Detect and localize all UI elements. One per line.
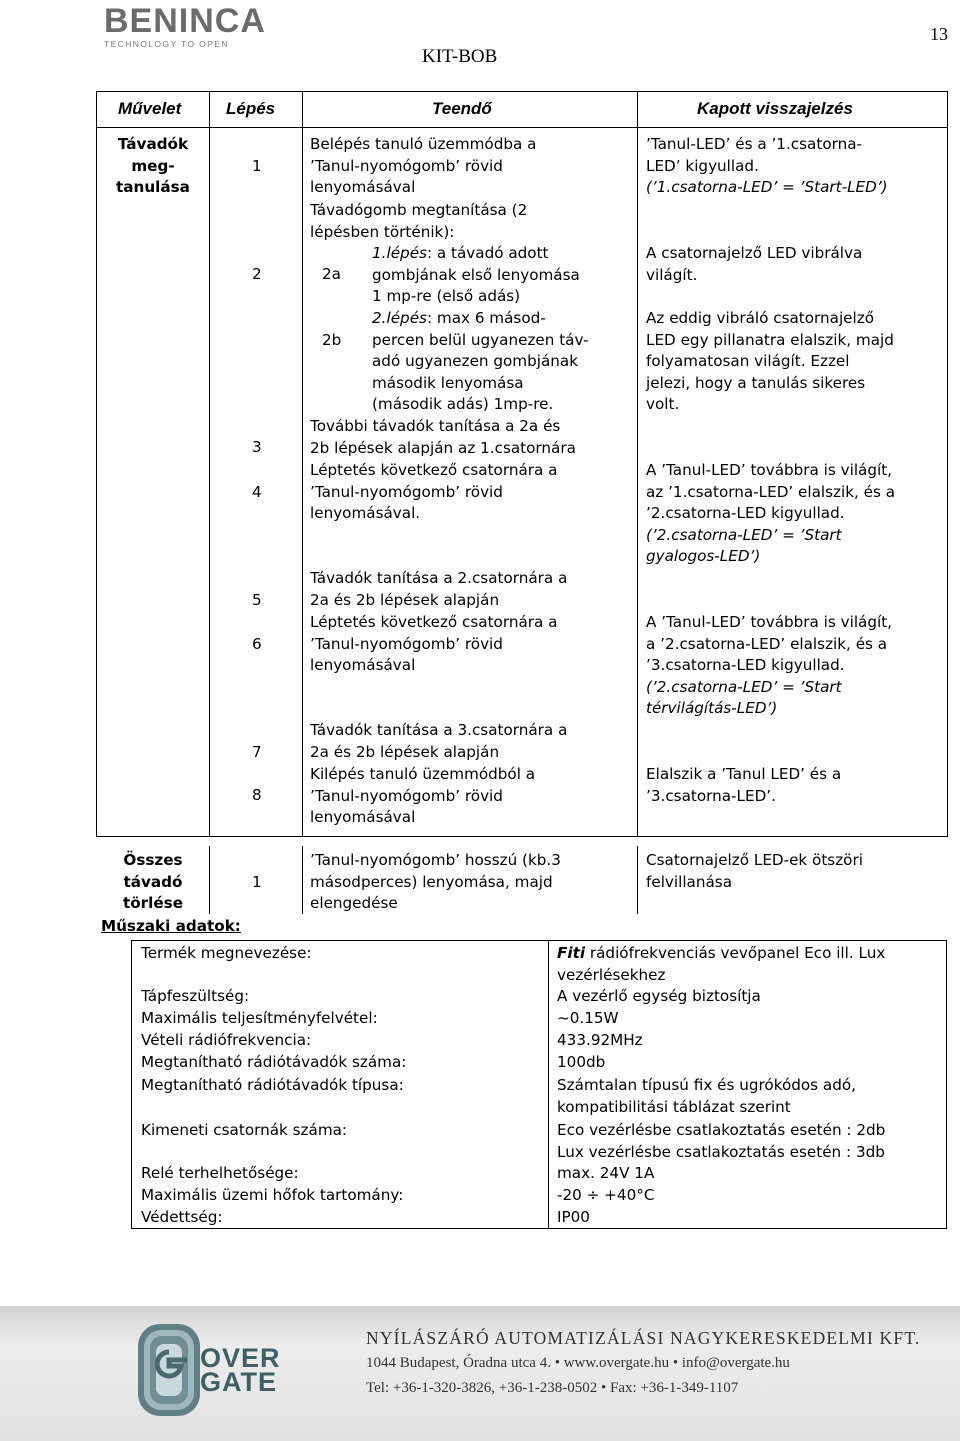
- specs-heading: Műszaki adatok:: [101, 917, 241, 935]
- feedback-line: (’1.csatorna-LED’ = ’Start-LED’): [646, 178, 888, 197]
- feedback-line: LED’ kigyullad.: [646, 156, 759, 175]
- overgate-wordmark: OVERGATE: [200, 1343, 281, 1397]
- spec-value: 100db: [557, 1053, 606, 1071]
- table-border-bottom: [96, 836, 948, 837]
- feedback-line: ’3.csatorna-LED’.: [646, 786, 776, 805]
- feedback-line: világít.: [646, 265, 698, 284]
- substep-label: 2a: [322, 265, 341, 283]
- step-italic-label: 2.lépés: [372, 309, 427, 327]
- action-text: [310, 720, 567, 763]
- op2-col-divider-2: [302, 846, 303, 914]
- table-border-left: [96, 91, 97, 837]
- feedback-text: [646, 612, 892, 720]
- action-line: Távadógomb megtanítása (2: [310, 201, 528, 219]
- action-text: [310, 134, 536, 199]
- op2-col-divider-1: [209, 846, 210, 914]
- spec-value: [557, 1120, 885, 1163]
- page-number: 13: [930, 24, 948, 44]
- table-border-top: [96, 91, 948, 92]
- feedback-line: az ’1.csatorna-LED’ elalszik, és a: [646, 482, 896, 501]
- action-first-part: : max 6 másod-: [426, 309, 546, 327]
- product-name: Fiti: [557, 944, 586, 962]
- action-line: gombjának első lenyomása: [372, 265, 580, 284]
- feedback-line: (’2.csatorna-LED’ = ’Start: [646, 677, 842, 696]
- spec-value: 433.92MHz: [557, 1031, 643, 1049]
- feedback-text: [646, 243, 862, 286]
- feedback-line: Csatornajelző LED-ek ötszöri: [646, 851, 863, 869]
- spec-label: Megtanítható rádiótávadók típusa:: [141, 1076, 404, 1094]
- spec-value: A vezérlő egység biztosítja: [557, 987, 761, 1005]
- col-header-lepes: Lépés: [226, 99, 276, 118]
- action-line: További távadók tanítása a 2a és: [310, 417, 561, 435]
- action-text: [310, 612, 557, 677]
- step-number: 2: [252, 265, 262, 283]
- operation-line: tanulása: [116, 178, 190, 197]
- feedback-line: gyalogos-LED’): [646, 547, 761, 566]
- operation-line: távadó: [123, 872, 183, 891]
- action-line: (második adás) 1mp-re.: [372, 395, 554, 414]
- spec-label: Relé terhelhetősége:: [141, 1164, 299, 1182]
- feedback-line: A ’Tanul-LED’ továbbra is világít,: [646, 613, 893, 631]
- feedback-line: ’3.csatorna-LED kigyullad.: [646, 656, 845, 675]
- operation-label: [110, 134, 196, 199]
- action-text: [372, 308, 589, 416]
- action-line: ’Tanul-nyomógomb’ hosszú (kb.3: [310, 851, 561, 869]
- action-line: Léptetés következő csatornára a: [310, 613, 558, 631]
- spec-value: [557, 1075, 856, 1118]
- spec-label: Védettség:: [141, 1208, 223, 1226]
- action-line: másodperces) lenyomása, majd: [310, 872, 553, 891]
- spec-value: -20 ÷ +40°C: [557, 1186, 655, 1204]
- step-number: 4: [252, 483, 262, 501]
- overgate-logo: [108, 1318, 298, 1423]
- spec-label: Termék megnevezése:: [141, 944, 312, 962]
- action-line: lenyomásával: [310, 808, 416, 827]
- feedback-text: [646, 460, 895, 568]
- action-text: [310, 850, 561, 915]
- spec-value-part: rádiófrekvenciás vevőpanel Eco ill. Lux: [585, 944, 886, 962]
- feedback-line: jelezi, hogy a tanulás sikeres: [646, 373, 866, 392]
- beninca-logo: [104, 2, 266, 49]
- feedback-line: a ’2.csatorna-LED’ elalszik, és a: [646, 634, 888, 653]
- page-title: KIT-BOB: [422, 46, 498, 67]
- footer-company: NYÍLÁSZÁRÓ AUTOMATIZÁLÁSI NAGYKERESKEDELMI KFT.: [366, 1328, 921, 1348]
- feedback-line: (’2.csatorna-LED’ = ’Start: [646, 525, 842, 544]
- action-line: [372, 308, 589, 330]
- feedback-line: felvillanása: [646, 872, 733, 891]
- action-text: [310, 416, 576, 459]
- step-number: 1: [252, 873, 262, 891]
- operation-line: törlése: [122, 894, 184, 913]
- feedback-line: ’Tanul-LED’ és a ’1.csatorna-: [646, 135, 862, 153]
- action-line: lépésben történik):: [310, 222, 455, 241]
- action-text: [310, 764, 535, 829]
- feedback-line: ’2.csatorna-LED kigyullad.: [646, 504, 845, 523]
- feedback-line: volt.: [646, 395, 680, 414]
- logo-wordmark: BENINCA: [104, 2, 266, 40]
- spec-value-line: Számtalan típusú fix és ugrókódos adó,: [557, 1076, 856, 1094]
- spec-value-line: Eco vezérlésbe csatlakoztatás esetén : 2db: [557, 1121, 886, 1139]
- operation-line: Távadók: [117, 135, 189, 153]
- action-line: 2a és 2b lépések alapján: [310, 742, 500, 761]
- overgate-emblem-icon: [134, 1320, 204, 1420]
- action-line: Belépés tanuló üzemmódba a: [310, 135, 537, 153]
- substep-label: 2b: [322, 331, 342, 349]
- footer-address: 1044 Budapest, Óradna utca 4. • www.overgate.hu • info@overgate.hu: [366, 1355, 790, 1371]
- feedback-text: [646, 764, 841, 807]
- spec-label: Kimeneti csatornák száma:: [141, 1121, 348, 1139]
- step-number: 1: [252, 157, 262, 175]
- feedback-line: Elalszik a ’Tanul LED’ és a: [646, 765, 842, 783]
- specs-border-left: [131, 940, 132, 1229]
- feedback-text: [646, 134, 888, 199]
- spec-value-line: [557, 943, 885, 965]
- action-line: ’Tanul-nyomógomb’ rövid: [310, 482, 503, 501]
- spec-label: Vételi rádiófrekvencia:: [141, 1031, 312, 1049]
- action-line: lenyomásával: [310, 178, 416, 197]
- spec-value: IP00: [557, 1208, 590, 1226]
- table-col-divider-2: [302, 91, 303, 837]
- feedback-line: térvilágítás-LED’): [646, 699, 778, 718]
- action-line: ’Tanul-nyomógomb’ rövid: [310, 786, 503, 805]
- action-line: percen belül ugyanezen táv-: [372, 330, 589, 349]
- action-line: Távadók tanítása a 2.csatornára a: [310, 569, 568, 587]
- action-line: ’Tanul-nyomógomb’ rövid: [310, 156, 503, 175]
- step-number: 5: [252, 591, 262, 609]
- operation-label: [110, 850, 196, 915]
- feedback-text: [646, 308, 894, 416]
- spec-label: Tápfeszültség:: [141, 987, 250, 1005]
- action-line: adó ugyanezen gombjának: [372, 352, 578, 371]
- feedback-text: [646, 850, 863, 893]
- spec-label: Maximális üzemi hőfok tartomány:: [141, 1186, 404, 1204]
- action-line: 2a és 2b lépések alapján: [310, 590, 500, 609]
- table-header-divider: [96, 127, 948, 128]
- operation-line: Összes: [123, 851, 183, 869]
- step-number: 3: [252, 438, 262, 456]
- action-line: 1 mp-re (első adás): [372, 287, 521, 306]
- action-line: Léptetés következő csatornára a: [310, 461, 558, 479]
- spec-value-line: kompatibilitási táblázat szerint: [557, 1097, 791, 1116]
- col-header-visszajelzes: Kapott visszajelzés: [697, 99, 853, 118]
- footer-phones: Tel: +36-1-320-3826, +36-1-238-0502 • Fax: +36-1-349-1107: [366, 1380, 739, 1396]
- operation-line: meg-: [131, 156, 175, 175]
- feedback-line: LED egy pillanatra elalszik, majd: [646, 330, 894, 349]
- action-text: [310, 200, 527, 243]
- spec-label: Megtanítható rádiótávadók száma:: [141, 1053, 407, 1071]
- table-col-divider-3: [637, 91, 638, 837]
- spec-value: ~0.15W: [557, 1009, 619, 1027]
- step-number: 6: [252, 635, 262, 653]
- step-number: 7: [252, 743, 262, 761]
- spec-value: [557, 943, 885, 986]
- specs-col-divider: [548, 940, 549, 1229]
- col-header-teendo: Teendő: [432, 99, 492, 118]
- action-line: Távadók tanítása a 3.csatornára a: [310, 721, 568, 739]
- action-line: [372, 243, 580, 265]
- action-line: ’Tanul-nyomógomb’ rövid: [310, 634, 503, 653]
- specs-border-right: [946, 940, 947, 1229]
- action-text: [310, 460, 557, 525]
- spec-value-line: vezérlésekhez: [557, 965, 666, 984]
- feedback-line: A csatornajelző LED vibrálva: [646, 244, 863, 262]
- action-first-part: : a távadó adott: [426, 244, 549, 262]
- spec-label: Maximális teljesítményfelvétel:: [141, 1009, 378, 1027]
- action-text: [310, 568, 567, 611]
- table-border-right: [947, 91, 948, 837]
- action-line: Kilépés tanuló üzemmódból a: [310, 765, 536, 783]
- action-text: [372, 243, 580, 308]
- specs-border-top: [131, 940, 946, 941]
- spec-value: max. 24V 1A: [557, 1164, 655, 1182]
- table-col-divider-1: [209, 91, 210, 837]
- spec-value-line: Lux vezérlésbe csatlakoztatás esetén : 3db: [557, 1142, 885, 1161]
- action-line: elengedése: [310, 894, 398, 913]
- action-line: 2b lépések alapján az 1.csatornára: [310, 438, 576, 457]
- step-italic-label: 1.lépés: [372, 244, 427, 262]
- action-line: második lenyomása: [372, 373, 524, 392]
- action-line: lenyomásával: [310, 656, 416, 675]
- step-number: 8: [252, 786, 262, 804]
- feedback-line: A ’Tanul-LED’ továbbra is világít,: [646, 461, 893, 479]
- col-header-muvelet: Művelet: [118, 99, 182, 118]
- feedback-line: Az eddig vibráló csatornajelző: [646, 309, 875, 327]
- action-line: lenyomásával.: [310, 504, 421, 523]
- feedback-line: folyamatosan világít. Ezzel: [646, 352, 850, 371]
- specs-border-bottom: [131, 1228, 946, 1229]
- op2-col-divider-3: [637, 846, 638, 914]
- logo-tagline: TECHNOLOGY TO OPEN: [104, 39, 229, 49]
